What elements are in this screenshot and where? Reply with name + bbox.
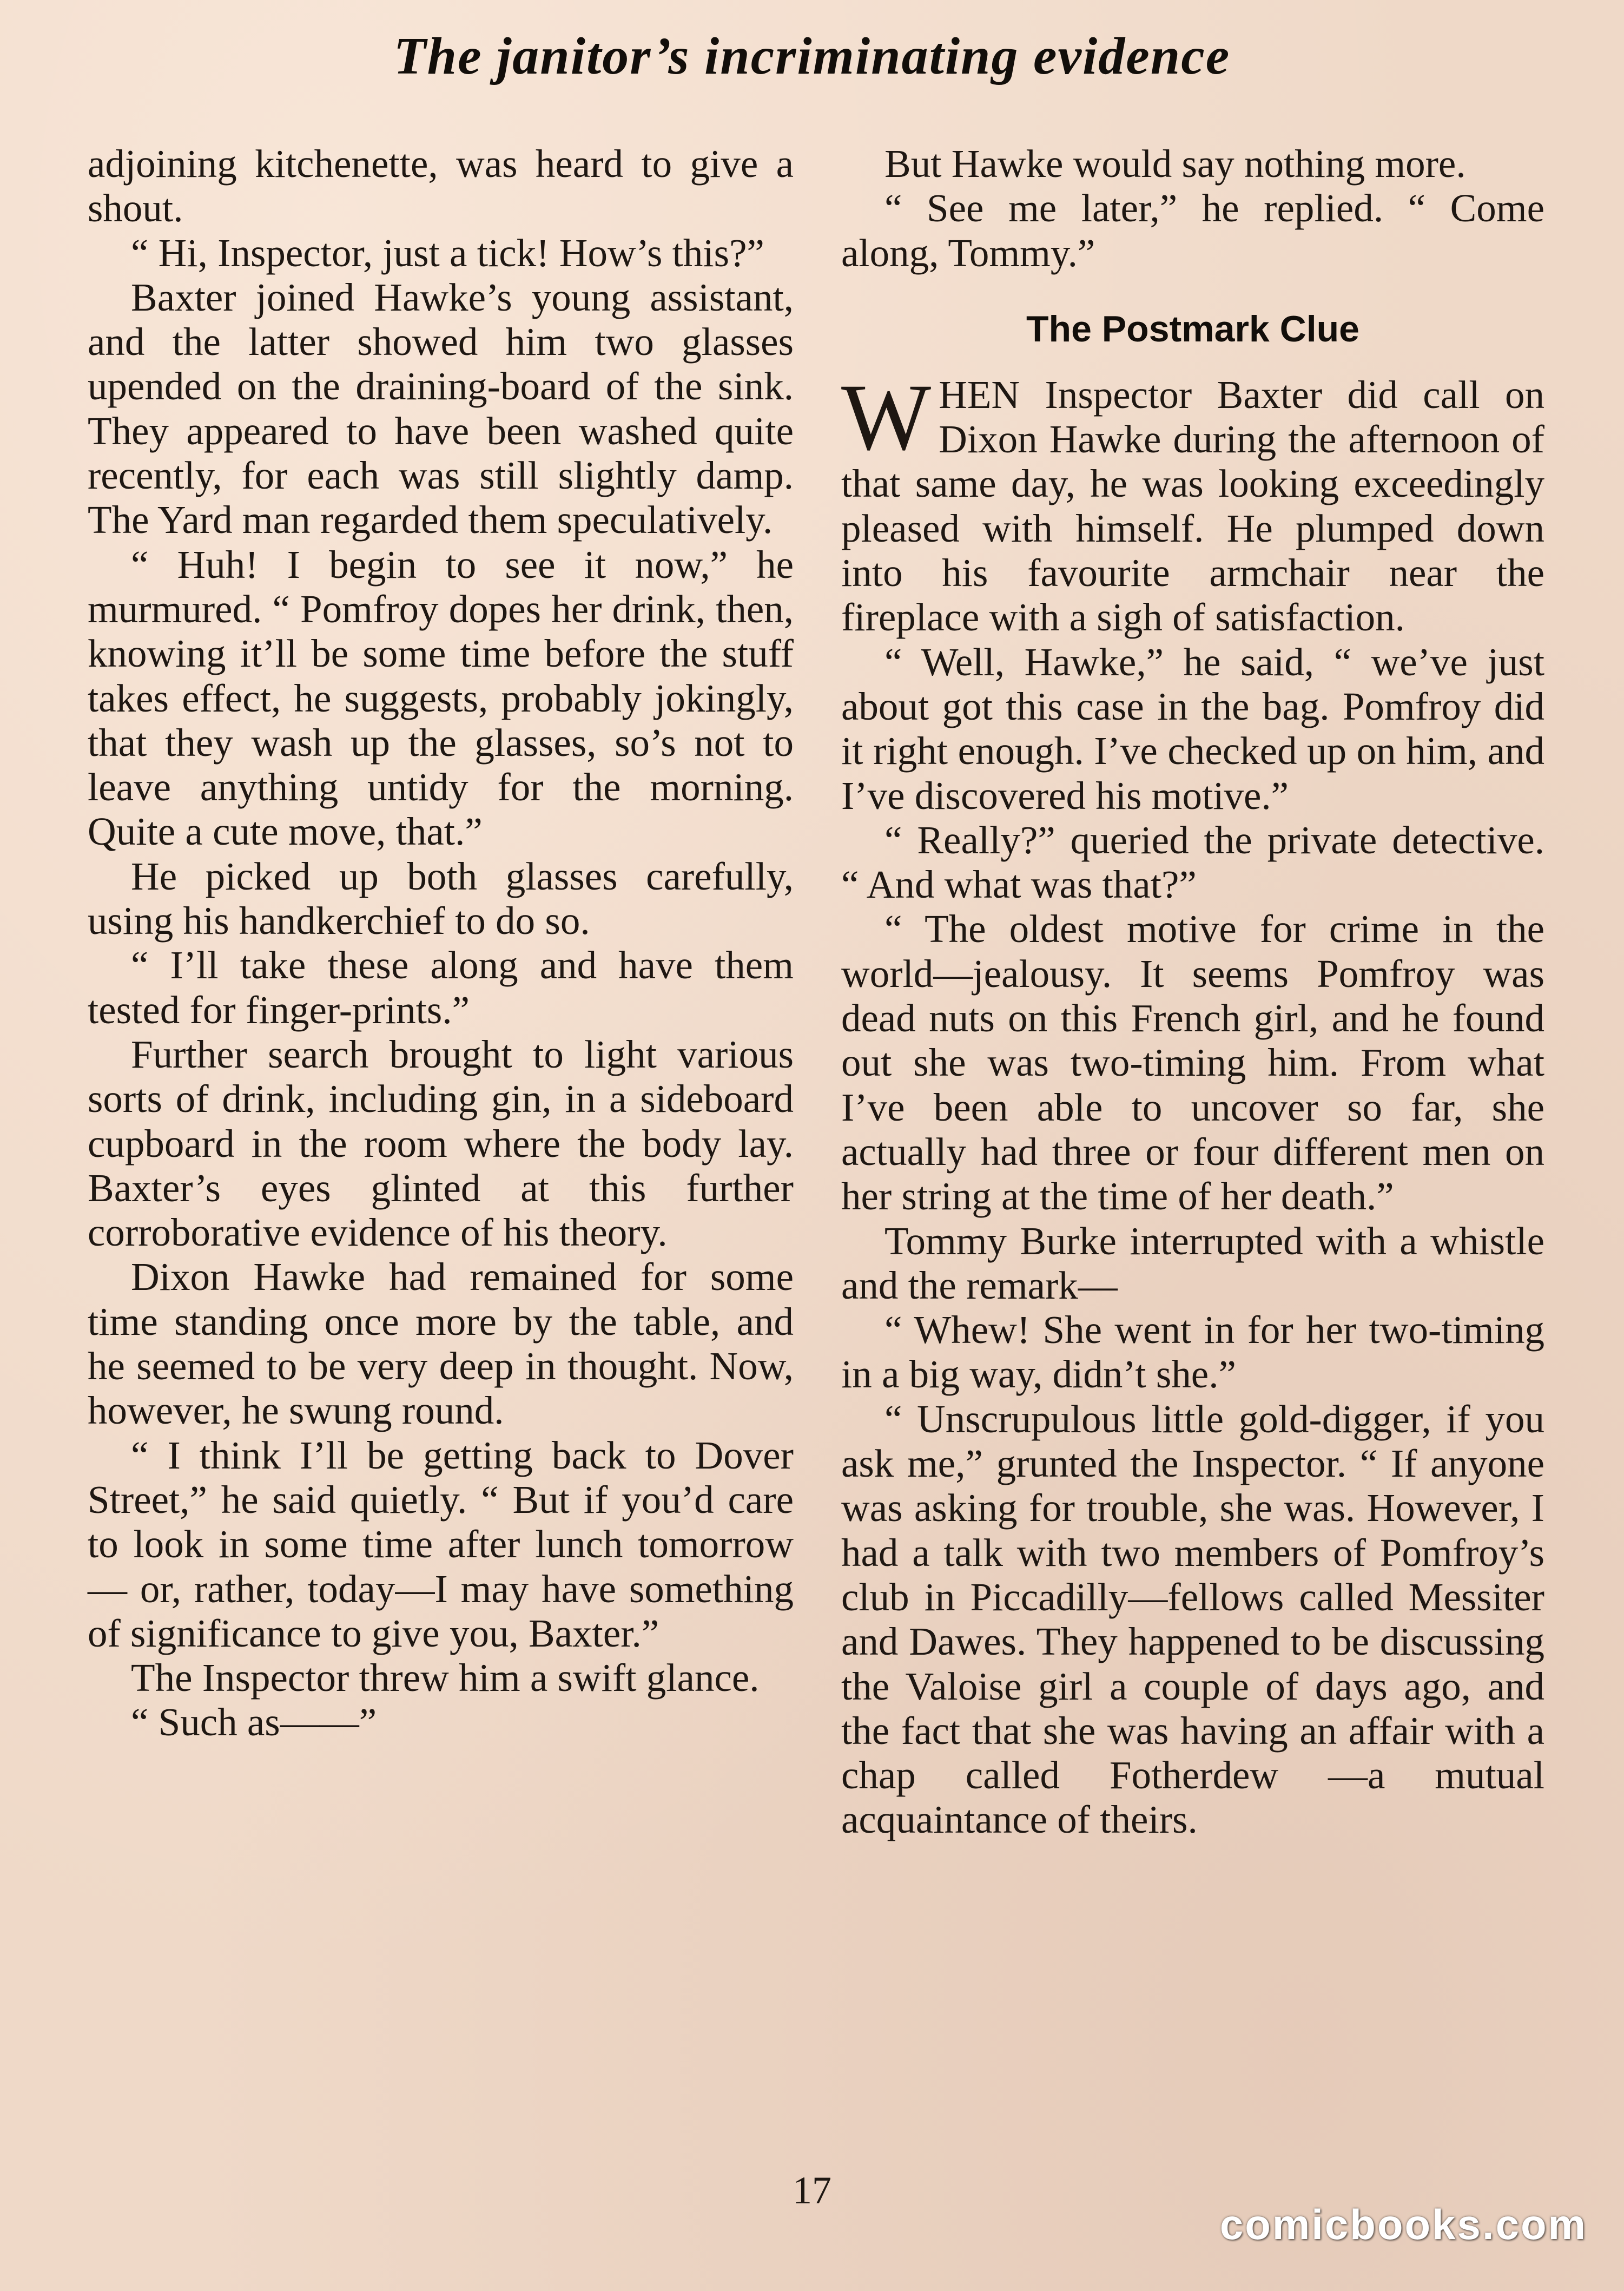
paragraph: Dixon Hawke had remained for some time standing once more by the table, and he seemed to be very deep in thought. Now, however, he swung round.	[88, 1255, 794, 1433]
paragraph: Tommy Burke interrupted with a whistle and the remark—	[841, 1219, 1544, 1307]
paragraph: “ Whew! She went in for her two-timing in a big way, didn’t she.”	[841, 1308, 1544, 1397]
dropcap-letter: W	[841, 364, 932, 470]
paragraph: “ Such as——”	[131, 1700, 377, 1744]
paragraph: “ Unscrupulous little gold-digger, if you ask me,” grunted the Inspector. “ If anyone was asking for trouble, she was. However, I had a talk with two members of Pomfroy’s club in Piccadilly—fellows called Messiter and Dawes. They happened to be discussing the Valoise girl a couple of days ago, and the fact that she was having an affair with a chap called Fotherdew —a mutual acquaintance of theirs.	[841, 1397, 1544, 1842]
paragraph: “ See me later,” he replied. “ Come along, Tommy.”	[841, 186, 1544, 275]
paragraph: Further search brought to light various sorts of drink, including gin, in a sideboard cupboard in the room where the body lay. Baxter’s eyes glinted at this further corroborative evidence of his theory.	[88, 1032, 794, 1255]
paragraph: “ The oldest motive for crime in the world—jealousy. It seems Pomfroy was dead nuts on this French girl, and he found out she was two-timing him. From what I’ve been able to uncover so far, she actually had three or four different men on her string at the time of her death.”	[841, 907, 1544, 1219]
site-watermark: comicbooks.com	[1219, 2201, 1587, 2248]
paragraph: “ Huh! I begin to see it now,” he murmured. “ Pomfroy dopes her drink, then, knowing it’ll be some time before the stuff takes effect, he suggests, probably jokingly, that they wash up the glasses, so’s not to leave anything untidy for the morning. Quite a cute move, that.”	[88, 542, 794, 854]
left-column	[88, 142, 794, 1745]
page-header-title: The janitor’s incriminating evidence	[393, 27, 1231, 85]
paragraph: But Hawke would say nothing more.	[884, 142, 1466, 186]
paragraph: He picked up both glasses carefully, using his handkerchief to do so.	[88, 854, 794, 943]
section-subheading: The Postmark Clue	[1026, 308, 1359, 350]
paragraph: “ I’ll take these along and have them tested for finger-prints.”	[88, 943, 794, 1032]
paragraph: Baxter joined Hawke’s young assistant, and the latter showed him two glasses upended on the draining-board of the sink. They appeared to have been washed quite recently, for each was still slightly damp. The Yard man regarded them speculatively.	[88, 275, 794, 542]
page-number: 17	[793, 2169, 831, 2212]
right-column	[841, 142, 1544, 1842]
paragraph: “ I think I’ll be getting back to Dover Street,” he said quietly. “ But if you’d care to look in some time after lunch tomorrow — or, rather, today—I may have something of significance to give you, Baxter.”	[88, 1433, 794, 1655]
paragraph: “ Well, Hawke,” he said, “ we’ve just about got this case in the bag. Pomfroy did it right enough. I’ve checked up on him, and I’ve discovered his motive.”	[841, 640, 1544, 818]
paragraph: “ Really?” queried the private detective. “ And what was that?”	[841, 818, 1544, 907]
dropcap-paragraph	[841, 364, 1544, 640]
paragraph: The Inspector threw him a swift glance.	[131, 1656, 760, 1700]
dropcap-paragraph-text: HEN Inspector Baxter did call on Dixon Hawke during the afternoon of that same day, he was looking exceedingly pleased with himself. He plumped down into his favourite armchair near the fireplace with a sigh of satisfaction.	[841, 372, 1544, 640]
paragraph: “ Hi, Inspector, just a tick! How’s this?”	[131, 231, 764, 275]
paragraph: adjoining kitchenette, was heard to give a shout.	[88, 142, 794, 231]
